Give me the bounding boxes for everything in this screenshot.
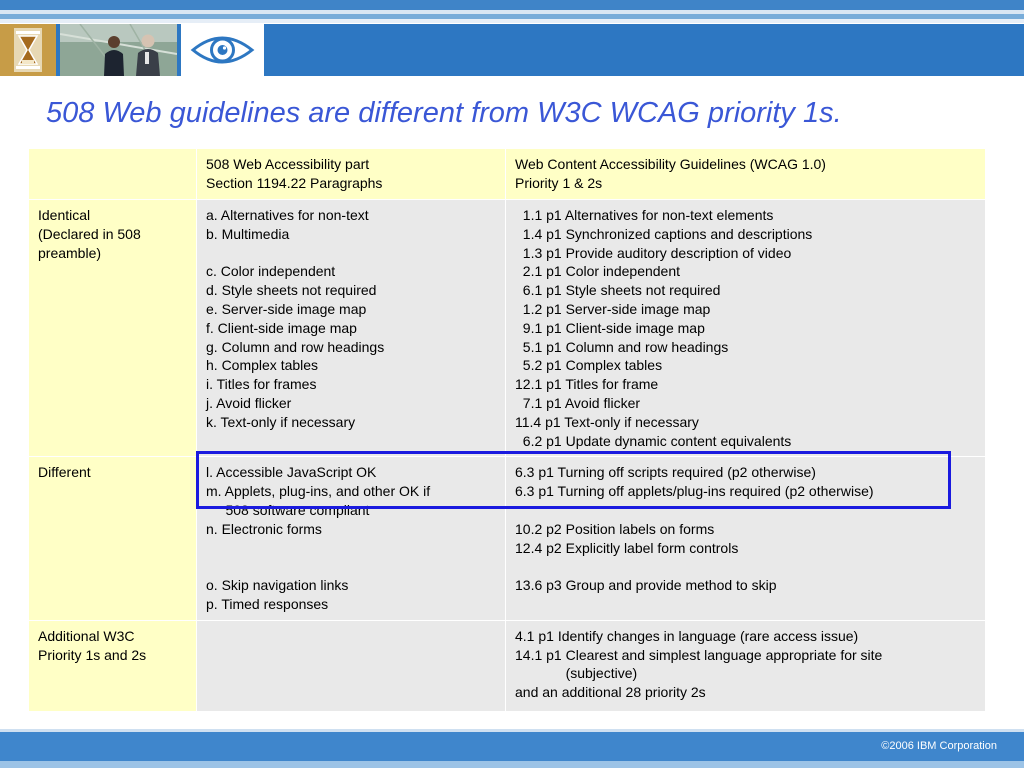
- slide-title: 508 Web guidelines are different from W3C WCAG priority 1s.: [46, 97, 842, 129]
- header-empty-cell: [29, 149, 197, 200]
- hourglass-image: [0, 24, 56, 76]
- row-label-different: Different: [29, 457, 197, 620]
- row-label-identical: Identical (Declared in 508 preamble): [29, 200, 197, 457]
- row-label-additional: Additional W3C Priority 1s and 2s: [29, 620, 197, 711]
- section508-items: l. Accessible JavaScript OK m. Applets, plug-ins, and other OK if 508 software compliant n. Electronic forms o. Skip navigation links p. Timed responses: [197, 457, 506, 620]
- header-wcag: Web Content Accessibility Guidelines (WCAG 1.0) Priority 1 & 2s: [506, 149, 986, 200]
- eye-logo: [181, 24, 264, 76]
- section508-items: [197, 620, 506, 711]
- wcag-items: 6.3 p1 Turning off scripts required (p2 otherwise) 6.3 p1 Turning off applets/plug-ins required (p2 otherwise) 10.2 p2 Position labels on forms 12.4 p2 Explicitly label form controls 13.6 p3 Group and provide method to skip: [506, 457, 986, 620]
- table-row: [29, 620, 986, 711]
- business-people-photo: [60, 24, 177, 76]
- comparison-table: [28, 148, 986, 712]
- footer-stripe: [0, 761, 1024, 768]
- copyright-text: ©2006 IBM Corporation: [881, 740, 997, 752]
- wcag-items: 4.1 p1 Identify changes in language (rare access issue) 14.1 p1 Clearest and simplest language appropriate for site (subjective) and an additional 28 priority 2s: [506, 620, 986, 711]
- table-header-row: [29, 149, 986, 200]
- top-stripe: [0, 19, 1024, 23]
- wcag-items: 1.1 p1 Alternatives for non-text elements 1.4 p1 Synchronized captions and descriptions 1.3 p1 Provide auditory description of video 2.1 p1 Color independent 6.1 p1 Style sheets not required 1.2 p1 Server-side image map 9.1 p1 Client-side image map 5.1 p1 Column and row headings 5.2 p1 Complex tables 12.1 p1 Titles for frame 7.1 p1 Avoid flicker 11.4 p1 Text-only if necessary 6.2 p1 Update dynamic content equivalents: [506, 200, 986, 457]
- footer-bar: [0, 732, 1024, 761]
- table-row: [29, 200, 986, 457]
- top-stripe: [0, 0, 1024, 10]
- highlight-box: [196, 451, 951, 509]
- header-section508: 508 Web Accessibility part Section 1194.22 Paragraphs: [197, 149, 506, 200]
- section508-items: a. Alternatives for non-text b. Multimedia c. Color independent d. Style sheets not required e. Server-side image map f. Client-side image map g. Column and row headings h. Complex tables i. Titles for frames j. Avoid flicker k. Text-only if necessary: [197, 200, 506, 457]
